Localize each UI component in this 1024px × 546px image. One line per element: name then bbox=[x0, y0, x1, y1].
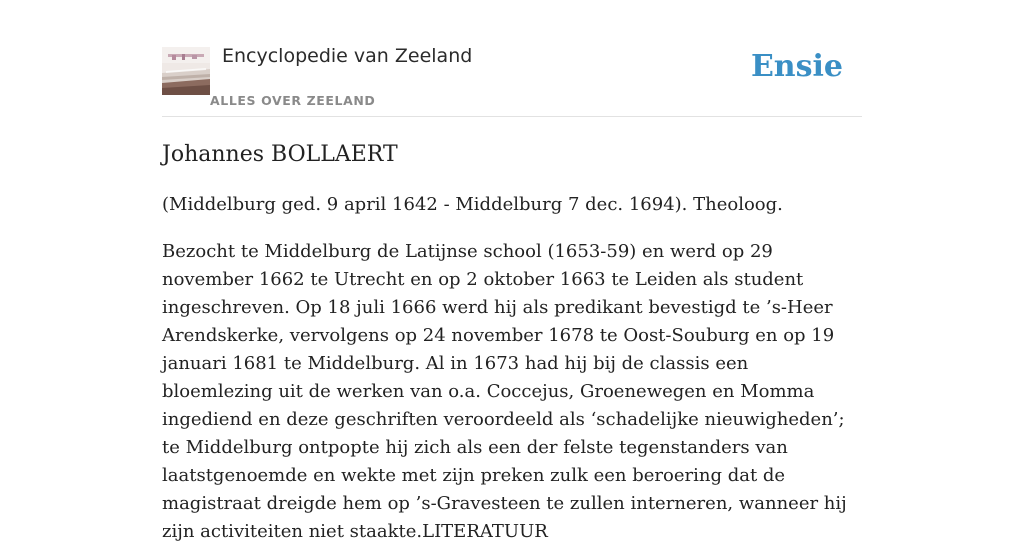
article-title: Johannes BOLLAERT bbox=[162, 142, 398, 167]
article bbox=[162, 139, 864, 546]
site-title-link[interactable]: Encyclopedie van Zeeland bbox=[222, 45, 473, 67]
avatar[interactable] bbox=[162, 47, 210, 95]
site-subtitle: ALLES OVER ZEELAND bbox=[210, 93, 376, 108]
ensie-logo-link[interactable]: Ensie bbox=[750, 49, 843, 84]
site-header bbox=[162, 44, 862, 117]
article-body: Bezocht te Middelburg de Latijnse school (1653-59) en werd op 29 november 1662 te Utrecht en op 2 oktober 1663 te Leiden als student ingeschreven. Op 18 juli 1666 werd hij als predikant bevestigd te ’s-Heer Arendskerke, vervolgens op 24 november 1678 te Oost-Souburg en op 19 januari 1681 te Middelburg. Al in 1673 had hij bij de classis een bloemlezing uit de werken van o.a. Coccejus, Groenewegen en Momma ingediend en deze geschriften veroordeeld als ‘schadelijke nieuwigheden’; te Middelburg ontpopte hij zich als een der felste tegenstanders van laatstgenoemde en wekte met zijn preken zulk een beroering dat de magistraat dreigde hem op ’s-Gravesteen te zullen interneren, wanneer hij zijn activiteiten niet staakte.LITERATUUR bbox=[162, 241, 847, 542]
article-lead: (Middelburg ged. 9 april 1642 - Middelburg 7 dec. 1694). Theoloog. bbox=[162, 194, 783, 215]
book-photo-icon bbox=[162, 47, 210, 95]
